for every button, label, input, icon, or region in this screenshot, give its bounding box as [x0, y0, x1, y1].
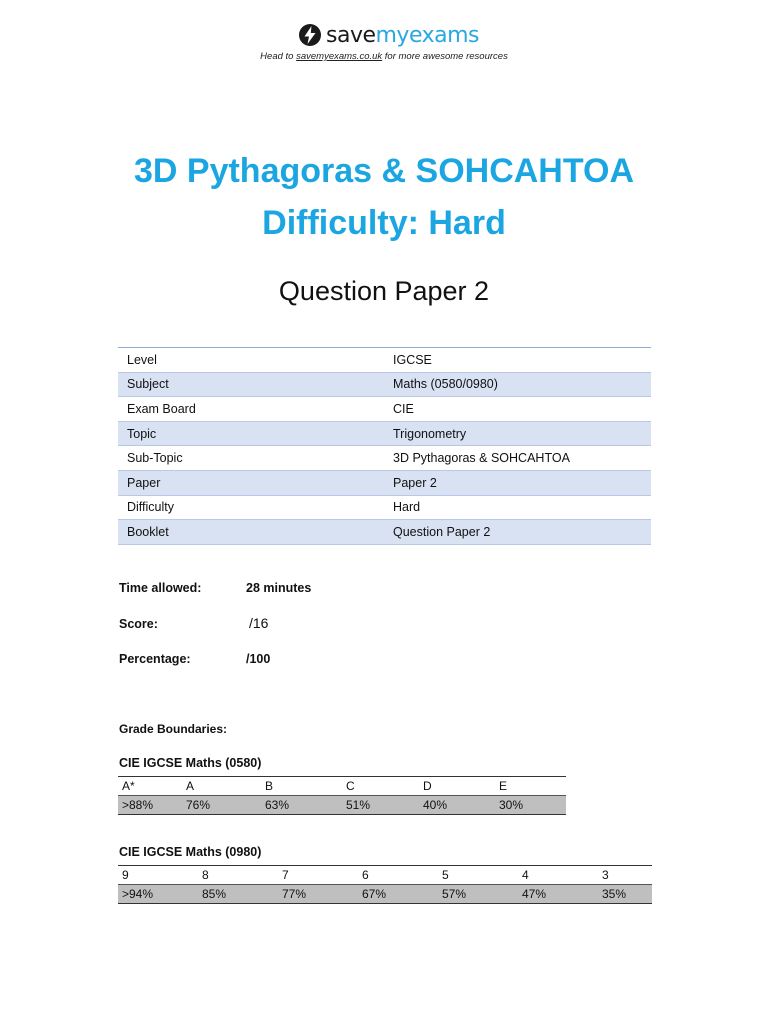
subtitle: Question Paper 2	[278, 276, 490, 306]
info-row	[118, 446, 651, 471]
score-value: /16	[249, 615, 269, 631]
table-0980-caption: CIE IGCSE Maths (0980)	[119, 845, 262, 859]
percent-cell: 63%	[261, 796, 342, 815]
grade-cell: 5	[438, 866, 518, 885]
percent-cell: 85%	[198, 885, 278, 904]
grade-cell: E	[495, 777, 566, 796]
grade-row	[118, 777, 566, 796]
time-allowed-value: 28 minutes	[246, 581, 312, 595]
grade-cell: D	[419, 777, 495, 796]
info-value: 3D Pythagoras & SOHCAHTOA	[393, 446, 651, 471]
tagline	[0, 51, 768, 62]
grade-cell: A*	[118, 777, 182, 796]
logo-myexams: myexams	[375, 22, 479, 48]
percent-cell: >88%	[118, 796, 182, 815]
info-row	[118, 372, 651, 397]
title-topic: 3D Pythagoras & SOHCAHTOA	[133, 152, 635, 190]
grade-cell: A	[182, 777, 261, 796]
info-row	[118, 421, 651, 446]
info-row	[118, 397, 651, 422]
percent-cell: 40%	[419, 796, 495, 815]
tagline-link[interactable]: savemyexams.co.uk	[296, 51, 383, 62]
grade-table-0580	[118, 776, 566, 815]
info-label: Difficulty	[118, 495, 393, 520]
info-label: Sub-Topic	[118, 446, 393, 471]
grade-cell: 9	[118, 866, 198, 885]
percent-cell: 77%	[278, 885, 358, 904]
tagline-suffix: for more awesome resources	[382, 51, 508, 62]
percent-cell: 47%	[518, 885, 598, 904]
grade-cell: C	[342, 777, 419, 796]
time-allowed-label: Time allowed:	[119, 581, 202, 595]
lightning-bolt-icon	[298, 23, 322, 47]
info-label: Level	[118, 348, 393, 373]
score-label: Score:	[119, 617, 158, 631]
info-value: Hard	[393, 495, 651, 520]
info-value: IGCSE	[393, 348, 651, 373]
percentage-value: /100	[246, 652, 271, 666]
table-0580-caption: CIE IGCSE Maths (0580)	[119, 756, 262, 770]
percent-row	[118, 796, 566, 815]
info-row	[118, 348, 651, 373]
grade-table-0980	[118, 865, 652, 904]
info-value: CIE	[393, 397, 651, 422]
grade-cell: 3	[598, 866, 652, 885]
logo	[298, 20, 479, 50]
grade-cell: 4	[518, 866, 598, 885]
percent-cell: 76%	[182, 796, 261, 815]
percent-cell: 51%	[342, 796, 419, 815]
info-label: Paper	[118, 470, 393, 495]
percent-cell: 30%	[495, 796, 566, 815]
info-value: Question Paper 2	[393, 520, 651, 545]
info-row	[118, 520, 651, 545]
grade-boundaries-title: Grade Boundaries:	[119, 722, 228, 736]
info-value: Trigonometry	[393, 421, 651, 446]
percent-cell: 35%	[598, 885, 652, 904]
info-value: Maths (0580/0980)	[393, 372, 651, 397]
logo-wordmark	[326, 23, 479, 48]
info-value: Paper 2	[393, 470, 651, 495]
grade-cell: 7	[278, 866, 358, 885]
percent-cell: 67%	[358, 885, 438, 904]
grade-row	[118, 866, 652, 885]
title-difficulty: Difficulty: Hard	[262, 204, 506, 242]
info-table	[118, 347, 651, 545]
logo-save: save	[326, 22, 376, 48]
info-label: Topic	[118, 421, 393, 446]
grade-cell: 8	[198, 866, 278, 885]
info-label: Exam Board	[118, 397, 393, 422]
grade-cell: 6	[358, 866, 438, 885]
percent-row	[118, 885, 652, 904]
tagline-prefix: Head to	[260, 51, 297, 62]
percent-cell: >94%	[118, 885, 198, 904]
info-row	[118, 495, 651, 520]
percentage-label: Percentage:	[119, 652, 191, 666]
info-label: Subject	[118, 372, 393, 397]
grade-cell: B	[261, 777, 342, 796]
info-row	[118, 470, 651, 495]
percent-cell: 57%	[438, 885, 518, 904]
info-label: Booklet	[118, 520, 393, 545]
